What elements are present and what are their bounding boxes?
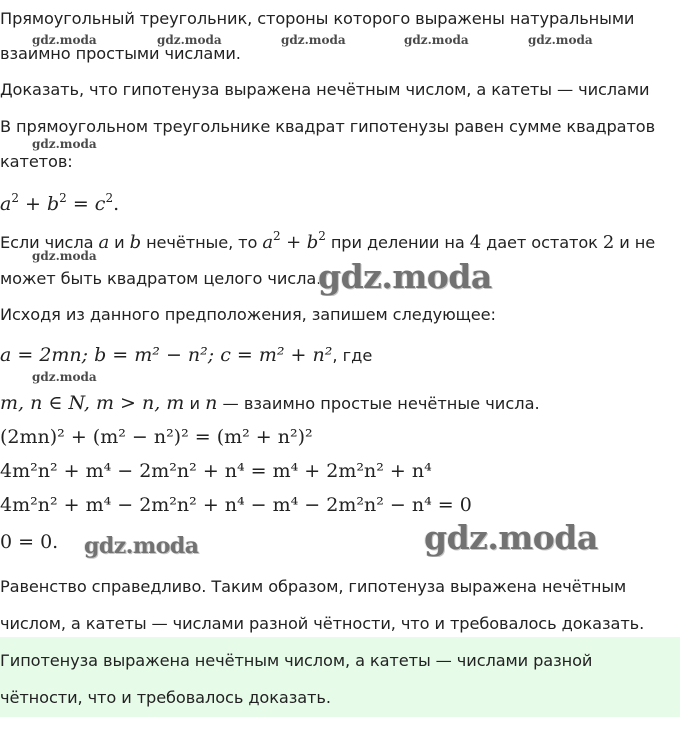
problem-line-2: взаимно простыми числами. [0, 44, 241, 63]
pythagoras-formula: $a^2 + b^2 = c^2$. [0, 191, 120, 215]
parity-sentence-line-1: Если числа a и b нечётные, то $a^2 + b^2$ при делении на 4 дает остаток 2 и не [0, 229, 656, 253]
equation-2: 4m²n² + m⁴ − 2m²n² + n⁴ = m⁴ + 2m²n² + n⁴ [0, 460, 432, 482]
assumption-text: Исходя из данного предположения, запишем следующее: [0, 305, 496, 324]
answer-line-2: чётности, что и требовалось доказать. [0, 688, 331, 707]
problem-statement: Доказать, что гипотенуза выражена нечётным числом, а катеты — числами [0, 80, 650, 99]
solution-intro-line-2: катетов: [0, 152, 73, 171]
answer-line-1: Гипотенуза выражена нечётным числом, а катеты — числами разной [0, 651, 593, 670]
problem-line-1: Прямоугольный треугольник, стороны которого выражены натуральными [0, 9, 635, 28]
watermark-logo: gdz.moda [157, 33, 222, 47]
condition-line: m, n ∈ N, m > n, m и n — взаимно простые нечётные числа. [0, 392, 540, 414]
watermark-logo: gdz.moda [281, 33, 346, 47]
equation-1: (2mn)² + (m² − n²)² = (m² + n²)² [0, 426, 313, 448]
equation-4: 0 = 0. [0, 531, 59, 553]
watermark-logo: gdz.moda [32, 137, 97, 151]
watermark-logo: gdz.moda [404, 33, 469, 47]
watermark-logo-large: gdz.moda [424, 518, 598, 557]
watermark-logo: gdz.moda [528, 33, 593, 47]
conclusion-line-1: Равенство справедливо. Таким образом, гипотенуза выражена нечётным [0, 577, 627, 596]
equation-3: 4m²n² + m⁴ − 2m²n² + n⁴ − m⁴ − 2m²n² − n⁴ = 0 [0, 494, 472, 516]
watermark-logo: gdz.moda [32, 370, 97, 384]
watermark-logo-medium: gdz.moda [84, 533, 199, 559]
watermark-logo-large: gdz.moda [318, 257, 492, 296]
solution-intro-line-1: В прямоугольном треугольнике квадрат гипотенузы равен сумме квадратов [0, 117, 656, 136]
watermark-logo: gdz.moda [32, 33, 97, 47]
answer-block [0, 637, 680, 717]
conclusion-line-2: числом, а катеты — числами разной чётности, что и требовалось доказать. [0, 614, 645, 633]
parity-sentence-line-2: может быть квадратом целого числа. [0, 269, 322, 288]
watermark-logo: gdz.moda [32, 249, 97, 263]
parametrization-formula: a = 2mn; b = m² − n²; c = m² + n², где [0, 344, 373, 366]
